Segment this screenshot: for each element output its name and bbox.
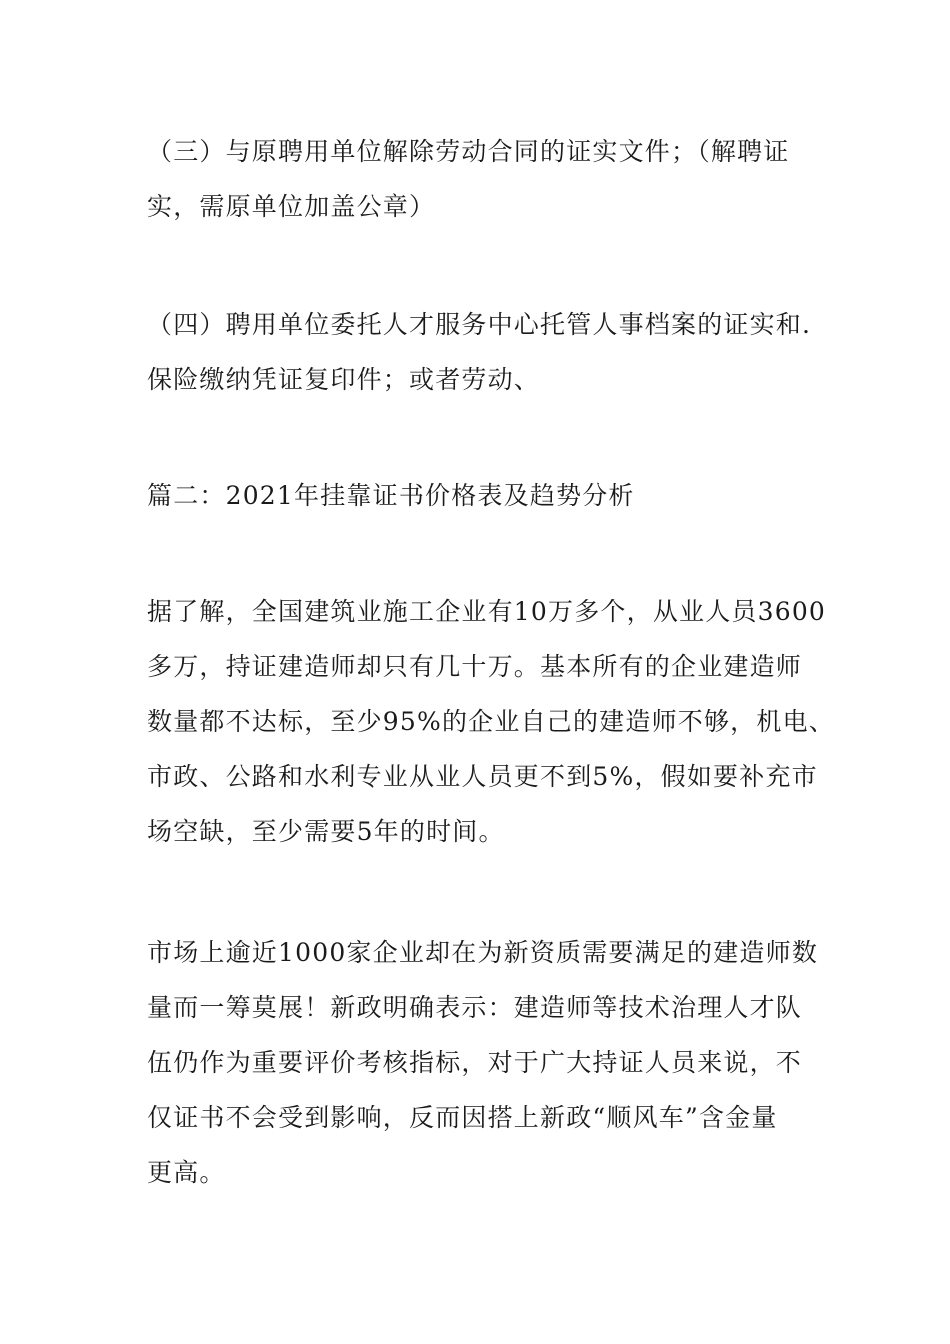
paragraph-5-line-4: 仅证书不会受到影响，反而因搭上新政“顺风车”含金量 (147, 1103, 778, 1132)
paragraph-4-line-4: 市政、公路和水利专业从业人员更不到5%，假如要补充市 (147, 762, 818, 791)
paragraph-4-line-1: 据了解，全国建筑业施工企业有10万多个，从业人员3600 (147, 597, 827, 626)
paragraph-5-line-5: 更高。 (147, 1158, 226, 1187)
paragraph-2-line-2: 保险缴纳凭证复印件；或者劳动、 (147, 365, 541, 394)
paragraph-5-line-2: 量而一筹莫展！新政明确表示：建造师等技术治理人才队 (147, 993, 803, 1022)
paragraph-4-line-2: 多万，持证建造师却只有几十万。基本所有的企业建造师 (147, 652, 803, 681)
paragraph-5-line-3: 伍仍作为重要评价考核指标，对于广大持证人员来说，不 (147, 1048, 803, 1077)
paragraph-2-line-1: （四）聘用单位委托人才服务中心托管人事档案的证实和. (147, 310, 812, 339)
paragraph-1-line-1: （三）与原聘用单位解除劳动合同的证实文件；（解聘证 (147, 137, 790, 166)
paragraph-1-line-2: 实，需原单位加盖公章） (147, 192, 436, 221)
section-heading: 篇二：2021年挂靠证书价格表及趋势分析 (147, 481, 635, 510)
paragraph-5-line-1: 市场上逾近1000家企业却在为新资质需要满足的建造师数 (147, 938, 819, 967)
paragraph-4-line-3: 数量都不达标，至少95%的企业自己的建造师不够，机电、 (147, 707, 835, 736)
paragraph-4-line-5: 场空缺，至少需要5年的时间。 (147, 817, 505, 846)
